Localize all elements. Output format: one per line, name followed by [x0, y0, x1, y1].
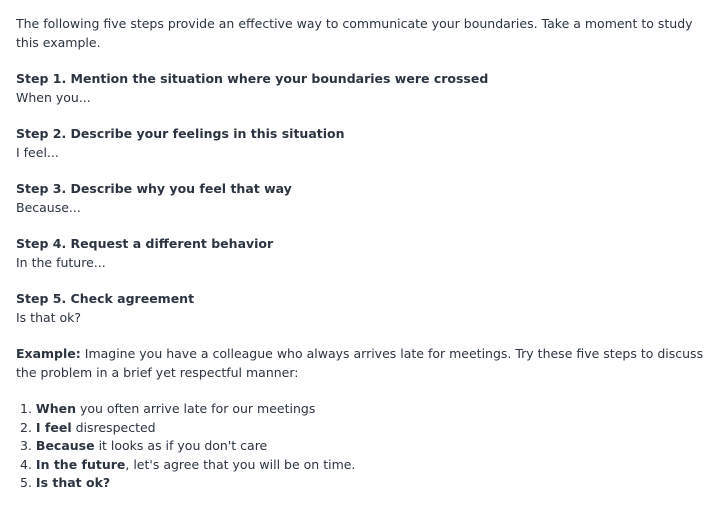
list-item [16, 437, 704, 456]
list-item-rest: you often arrive late for our meetings [76, 401, 316, 416]
list-item-number: 5. [20, 475, 32, 490]
example-steps-list [16, 400, 704, 493]
list-item-number: 3. [20, 438, 32, 453]
example-text: Imagine you have a colleague who always arrives late for meetings. Try these five steps to discuss the problem in a brief yet respectful manner: [16, 346, 704, 380]
step-2-text: I feel... [16, 144, 59, 160]
step-2 [16, 125, 704, 162]
list-item [16, 456, 704, 475]
list-item-rest: it looks as if you don't care [94, 438, 268, 453]
step-5-text: Is that ok? [16, 309, 82, 325]
list-item-bold: In the future [35, 456, 126, 472]
list-item-rest: , let's agree that you will be on time. [125, 456, 356, 472]
example-paragraph [16, 345, 704, 382]
step-5 [16, 290, 704, 327]
step-4-text: In the future... [16, 254, 106, 270]
list-item-number: 1. [20, 401, 32, 416]
step-1-text: When you... [16, 89, 91, 105]
step-1-title: Step 1. Mention the situation where your boundaries were crossed [16, 71, 489, 86]
step-3-title: Step 3. Describe why you feel that way [16, 181, 292, 196]
step-4-title: Step 4. Request a different behavior [16, 236, 274, 251]
step-2-title: Step 2. Describe your feelings in this situation [16, 126, 345, 141]
step-4 [16, 235, 704, 272]
list-item-number: 4. [20, 456, 32, 472]
list-item-rest: disrespected [71, 419, 156, 435]
list-item-bold: Because [35, 438, 95, 453]
step-3-text: Because... [16, 199, 81, 215]
list-item-bold: Is that ok? [35, 475, 111, 490]
list-item-number: 2. [20, 419, 32, 435]
list-item-bold: I feel [35, 419, 72, 435]
intro-paragraph: The following five steps provide an effective way to communicate your boundaries. Take a moment to study this example. [16, 16, 693, 50]
list-item-bold: When [35, 401, 76, 416]
example-label: Example: [16, 346, 81, 361]
step-1 [16, 70, 704, 107]
step-5-title: Step 5. Check agreement [16, 291, 195, 306]
list-item [16, 419, 704, 438]
list-item [16, 474, 704, 493]
list-item [16, 400, 704, 419]
step-3 [16, 180, 704, 217]
